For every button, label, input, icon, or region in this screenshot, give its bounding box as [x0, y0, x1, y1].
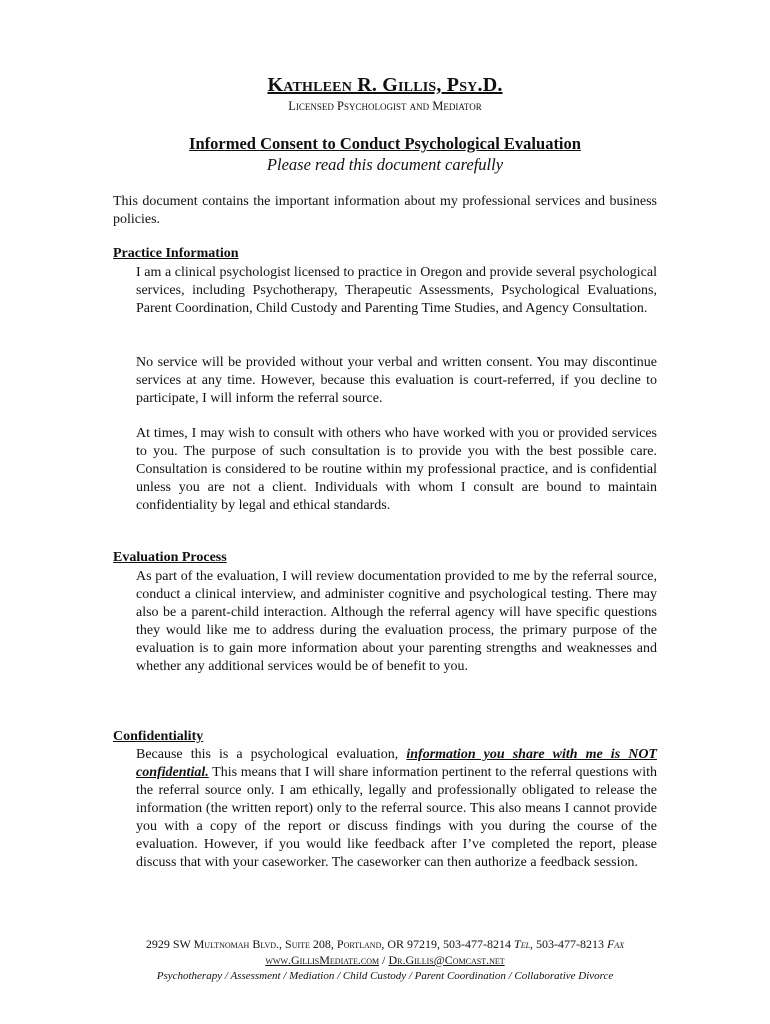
practice-paragraph-1: I am a clinical psychologist licensed to practice in Oregon and provide several psychological services, including Psychotherapy, Therapeutic Assessments, Psychological Evaluations, Parent Coordination, Child Custody and Parenting Time Studies, and Agency Consultation. [136, 265, 657, 316]
practice-paragraph-3: At times, I may wish to consult with others who have worked with you or provided services to you. The purpose of such consultation is to provide you with the best possible care. Consultation is considered to be routine within my professional practice, and is confidential unless you are not a client. Individuals with whom I consult are bound to maintain confidentiality by legal and ethical standards. [136, 426, 657, 513]
document-subtitle: Please read this document carefully [266, 155, 504, 174]
footer-address: 2929 SW Multnomah Blvd., Suite 208, Portland, OR 97219, 503-477-8214 [145, 937, 515, 951]
footer-tel-label: Tel [514, 937, 531, 951]
website-link[interactable]: www.GillisMediate.com [265, 953, 380, 967]
footer-fax-number: , 503-477-8213 [530, 937, 608, 951]
document-title: Informed Consent to Conduct Psychological Evaluation [189, 134, 581, 153]
letterhead-footer [0, 936, 770, 984]
section-heading-practice: Practice Information [113, 246, 239, 261]
confidentiality-lead: Because this is a psychological evaluation, [136, 747, 407, 762]
confidentiality-emphasis: information you share with me is NOT confidential. [136, 747, 657, 780]
evaluation-paragraph: As part of the evaluation, I will review documentation provided to me by the referral source, conduct a clinical interview, and administer cognitive and psychological testing. There may also be a parent-child interaction. Although the referral agency will have specific questions they would like me to address during the evaluation process, the primary purpose of the evaluation is to gain more information about your parenting strengths and weaknesses and whether any additional services would be of benefit to you. [136, 569, 657, 674]
section-heading-evaluation: Evaluation Process [113, 550, 227, 565]
confidentiality-rest: This means that I will share information pertinent to the referral questions with the referral source only. I am ethically, legally and professionally obligated to release the information (the written report) only to the referral source. This also means I cannot provide you with a copy of the report or discuss findings with you during the course of the evaluation. However, if you would like feedback after I’ve completed the report, please discuss that with your caseworker. The caseworker can then authorize a feedback session. [136, 765, 657, 870]
footer-separator: / [379, 953, 389, 967]
confidentiality-paragraph [136, 746, 657, 872]
email-link[interactable]: Dr.Gillis@Comcast.net [388, 953, 505, 967]
practice-paragraph-2: No service will be provided without your verbal and written consent. You may discontinue services at any time. However, because this evaluation is court-referred, if you decline to participate, I will inform the referral source. [136, 355, 657, 406]
author-name: Kathleen R. Gillis, Psy.D. [267, 74, 503, 96]
footer-address-line [0, 936, 770, 952]
section-heading-confidentiality: Confidentiality [113, 729, 204, 744]
intro-paragraph: This document contains the important information about my professional services and business policies. [113, 194, 657, 227]
author-title: Licensed Psychologist and Mediator [288, 99, 482, 113]
footer-fax-label: Fax [607, 937, 625, 951]
footer-links-line [0, 952, 770, 968]
footer-services: Psychotherapy / Assessment / Mediation / Child Custody / Parent Coordination / Collaborative Divorce [156, 970, 614, 982]
